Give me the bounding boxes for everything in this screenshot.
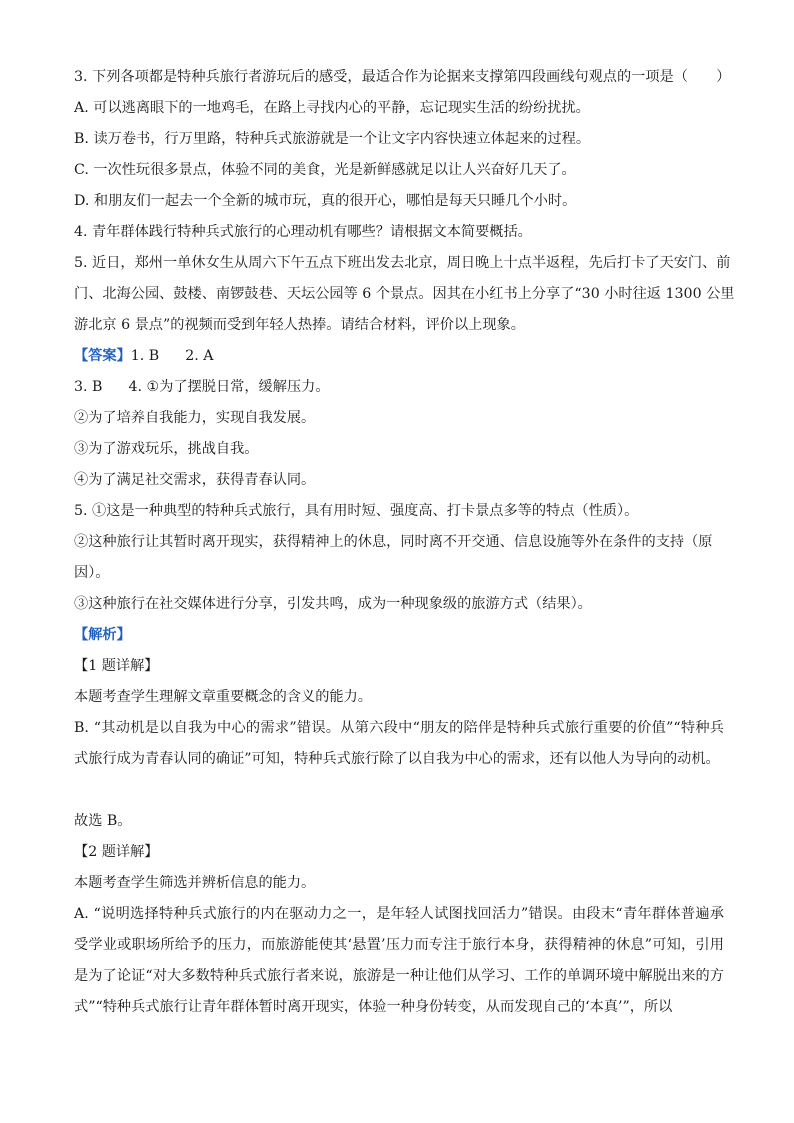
question-5-line-1: 5. 近日，郑州一单休女生从周六下午五点下班出发去北京，周日晚上十点半返程，先后打卡了天安门、前	[74, 255, 731, 271]
answer-2: 2. A	[185, 348, 214, 364]
answer-label: 【答案】	[74, 348, 131, 364]
answer-4-item: ②为了培养自我能力，实现自我发展。	[74, 410, 316, 426]
answer-row-2	[74, 372, 724, 403]
answer-row-1	[74, 341, 724, 372]
detail-1-intro: 本题考查学生理解文章重要概念的含义的能力。	[74, 689, 372, 705]
detail-1-body: B. “其动机是以自我为中心的需求”错误。从第六段中“朋友的陪伴是特种兵式旅行重要的价值”“特种兵式旅行成为青春认同的确证”可知，特种兵式旅行除了以自我为中心的需求，还有以他人为导向的动机。	[74, 720, 724, 767]
question-3-option-c: C. 一次性玩很多景点，体验不同的美食，光是新鲜感就足以让人兴奋好几天了。	[74, 162, 576, 178]
answer-1: 1. B	[130, 348, 160, 364]
question-3: 3. 下列各项都是特种兵旅行者游玩后的感受，最适合作为论据来支撑第四段画线句观点的一项是（ ）	[74, 69, 731, 85]
question-3-option-a: A. 可以逃离眼下的一地鸡毛，在路上寻找内心的平静，忘记现实生活的纷纷扰扰。	[74, 100, 590, 116]
question-5-line-2: 门、北海公园、鼓楼、南锣鼓巷、天坛公园等 6 个景点。因其在小红书上分享了“30 小时往返 1300 公里	[74, 286, 735, 302]
detail-1-choice: 故选 B。	[74, 813, 132, 829]
answer-4-item: ④为了满足社交需求，获得青春认同。	[74, 472, 316, 488]
detail-2-body: A. “说明选择特种兵式旅行的内在驱动力之一，是年轻人试图找回活力”错误。由段末“青年群体普遍承受学业或职场所给予的压力，而旅游能使其‘悬置’压力而专注于旅行本身，获得精神的休息”可知，引用是为了论证“对大多数特种兵式旅行者来说，旅游是一种让他们从学习、工作的单调环境中解脱出来的方式”“特种兵式旅行让青年群体暂时离开现实，体验一种身份转变，从而发现自己的‘本真’”，所以	[74, 906, 724, 1015]
answer-5-point-3: ③这种旅行在社交媒体进行分享，引发共鸣，成为一种现象级的旅游方式（结果）。	[74, 596, 592, 612]
answer-4-item: ③为了游戏玩乐，挑战自我。	[74, 441, 259, 457]
detail-2-intro: 本题考查学生筛选并辨析信息的能力。	[74, 875, 316, 891]
answer-5-point-2-line-1: ②这种旅行让其暂时离开现实，获得精神上的休息，同时离不开交通、信息设施等外在条件的支持（原	[74, 534, 713, 550]
document-page	[74, 62, 735, 1023]
question-3-option-b: B. 读万卷书，行万里路，特种兵式旅游就是一个让文字内容快速立体起来的过程。	[74, 131, 591, 147]
detail-2-title: 【2 题详解】	[74, 844, 159, 860]
answer-3: 3. B	[74, 379, 103, 395]
analysis-label: 【解析】	[74, 627, 131, 643]
question-3-option-d: D. 和朋友们一起去一个全新的城市玩，真的很开心，哪怕是每天只睡几个小时。	[74, 193, 577, 209]
question-5-line-3: 游北京 6 景点”的视频而受到年轻人热捧。请结合材料，评价以上现象。	[74, 317, 525, 333]
analysis-row	[74, 620, 724, 651]
detail-1-title: 【1 题详解】	[74, 658, 159, 674]
answer-5-point-2-line-2: 因）。	[74, 565, 110, 581]
answer-4-head: 4. ①为了摆脱日常，缓解压力。	[128, 379, 330, 395]
question-4: 4. 青年群体践行特种兵式旅行的心理动机有哪些？请根据文本简要概括。	[74, 224, 532, 240]
answer-5-point-1: 5. ①这是一种典型的特种兵式旅行，具有用时短、强度高、打卡景点多等的特点（性质）。	[74, 503, 639, 519]
